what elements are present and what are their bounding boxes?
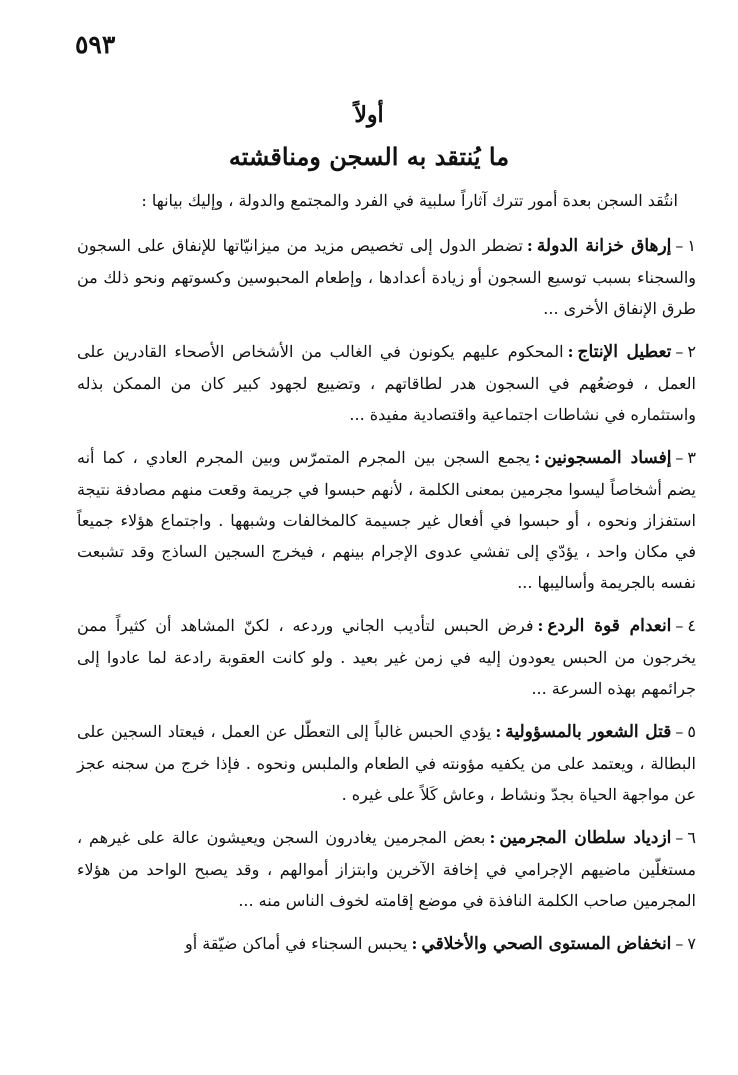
item-dash: –	[675, 828, 684, 847]
list-item	[77, 822, 696, 916]
list-item	[77, 928, 696, 960]
item-text: تضطر الدول إلى تخصيص مزيد من ميزانيّاتها للإنفاق على السجون والسجناء بسبب توسيع السجون أو زيادة أعدادها ، وإطعام المحبوسين وكسوتهم ونحو ذلك من طرق الإنفاق الأخرى ...	[77, 236, 696, 318]
item-dash: –	[675, 616, 684, 635]
item-colon: :	[495, 722, 502, 741]
item-colon: :	[534, 448, 541, 467]
list-item	[77, 230, 696, 324]
item-colon: :	[567, 342, 574, 361]
item-heading: إفساد المسجونين	[544, 448, 672, 468]
list-item	[77, 442, 696, 598]
item-dash: –	[675, 342, 684, 361]
section-title: ما يُنتقد به السجن ومناقشته	[228, 142, 510, 171]
item-text: يؤدي الحبس غالباً إلى التعطّل عن العمل ، فيعتاد السجين على البطالة ، ويعتمد على من يكفيه مؤونته في الطعام والملبس ونحوه . فإذا خرج من سجنه عجز عن مواجهة الحياة بجدّ ونشاط ، وعاش كَلاً على غيره .	[77, 722, 696, 804]
item-text: يحبس السجناء في أماكن ضيّقة أو	[184, 934, 408, 953]
item-heading: إرهاق خزانة الدولة	[536, 236, 672, 256]
item-number: ٤	[687, 616, 696, 635]
item-heading: تعطيل الإنتاج	[577, 342, 672, 362]
item-text: المحكوم عليهم يكونون في الغالب من الأشخاص الأصحاء القادرين على العمل ، فوضعُهم في السجون هدر لطاقاتهم ، وتضييع لجهود كبير كان من الممكن بذله واستثماره في نشاطات اجتماعية واقتصادية مفيدة ...	[77, 342, 696, 424]
item-dash: –	[675, 934, 684, 953]
item-dash: –	[675, 236, 684, 255]
item-text: فرض الحبس لتأديب الجاني وردعه ، لكنّ المشاهد أن كثيراً ممن يخرجون من الحبس يعودون إليه في زمن غير بعيد . ولو كانت العقوبة رادعة لما عادوا إلى جرائمهم بهذه السرعة ...	[77, 616, 696, 698]
list-item	[77, 336, 696, 430]
item-number: ٧	[687, 934, 696, 953]
item-dash: –	[675, 448, 684, 467]
intro-paragraph: انتُقد السجن بعدة أمور تترك آثاراً سلبية في الفرد والمجتمع والدولة ، وإليك بيانها :	[141, 191, 678, 210]
item-heading: انخفاض المستوى الصحي والأخلاقي	[421, 934, 672, 954]
item-colon: :	[489, 828, 496, 847]
list-item	[77, 716, 696, 810]
page-body	[77, 185, 696, 972]
list-item	[77, 610, 696, 704]
item-number: ٥	[687, 722, 696, 741]
item-number: ٢	[687, 342, 697, 361]
item-heading: انعدام قوة الردع	[547, 616, 672, 636]
item-number: ١	[687, 236, 696, 255]
section-ordinal: أولاً	[354, 102, 384, 128]
item-colon: :	[537, 616, 544, 635]
item-text: يجمع السجن بين المجرم المتمرّس وبين المجرم العادي ، كما أنه يضم أشخاصاً ليسوا مجرمين بمعنى الكلمة ، لأنهم حبسوا في جريمة وقعت منهم مصادفة نتيجة استفزاز ونحوه ، أو حبسوا في أفعال غير جسيمة كالمخالفات وشبهها . واجتماع هؤلاء جميعاً في مكان واحد ، يؤدّي إلى تفشي عدوى الإجرام بينهم ، فيخرج السجين الساذج وقد تشبعت نفسه بالجريمة وأساليبها ...	[77, 448, 696, 592]
item-number: ٦	[687, 828, 696, 847]
item-heading: ازدياد سلطان المجرمين	[499, 828, 672, 848]
item-heading: قتل الشعور بالمسؤولية	[505, 722, 672, 742]
item-colon: :	[526, 236, 533, 255]
item-text: بعض المجرمين يغادرون السجن ويعيشون عالة على غيرهم ، مستغلّين ماضيهم الإجرامي في إخافة الآخرين وابتزاز أموالهم ، وقد يصبح الواحد من هؤلاء المجرمين صاحب الكلمة النافذة في موضع إقامته لخوف الناس منه ...	[77, 828, 696, 910]
page-number: ٥٩٣	[75, 30, 116, 59]
item-dash: –	[675, 722, 684, 741]
item-colon: :	[411, 934, 418, 953]
item-number: ٣	[687, 448, 697, 467]
